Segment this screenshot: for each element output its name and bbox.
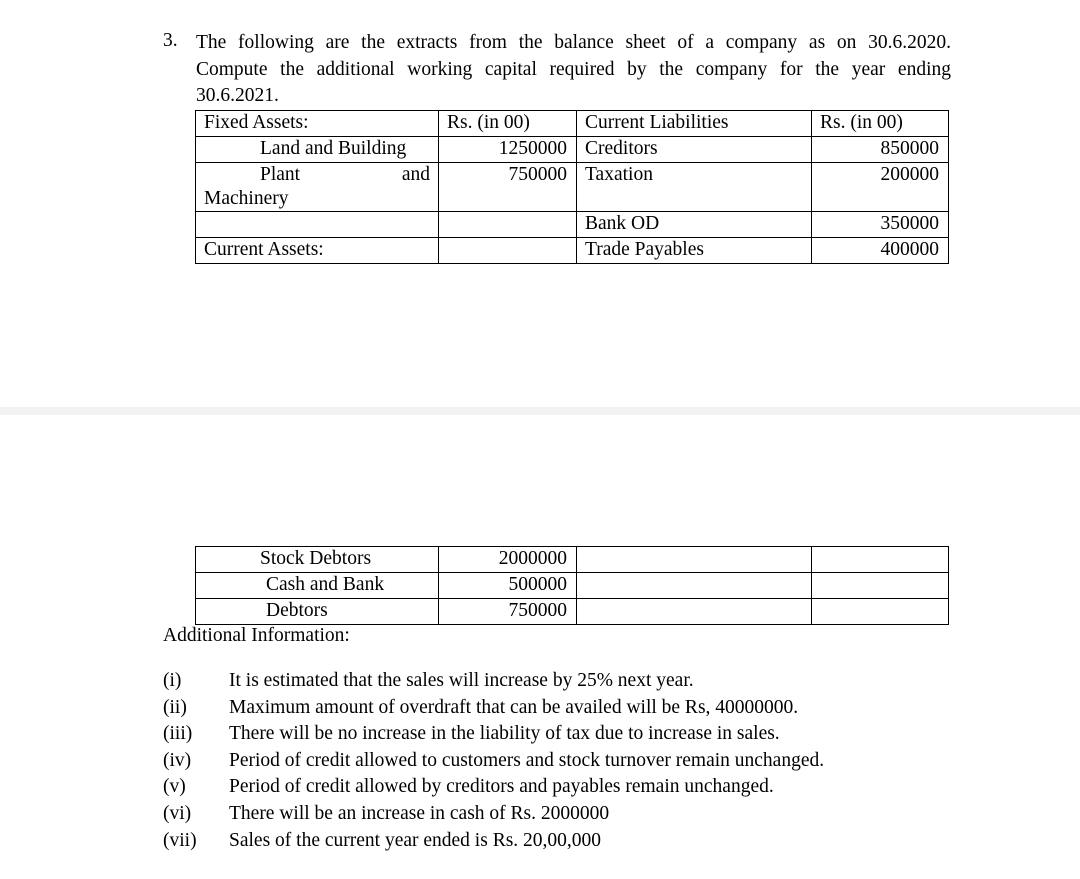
item-text: There will be an increase in cash of Rs. 2000000 (229, 802, 610, 824)
table-row (196, 137, 949, 163)
question-line: Compute the additional working capital required by the company for the year ending (196, 58, 951, 80)
asset-label-part: Machinery (204, 188, 289, 209)
asset-cell (196, 212, 439, 238)
liability-label: Trade Payables (577, 238, 812, 264)
liability-label: Bank OD (577, 212, 812, 238)
list-item (163, 721, 824, 748)
asset-amount: 2000000 (439, 547, 577, 573)
additional-info-heading: Additional Information: (163, 625, 350, 646)
question-text (196, 30, 951, 110)
asset-label: Stock Debtors (260, 548, 372, 569)
asset-label: Land and Building (260, 138, 407, 159)
item-number: (v) (163, 776, 186, 798)
table-row (196, 573, 949, 599)
table-row (196, 599, 949, 625)
liability-amount (812, 599, 949, 625)
table-row (196, 212, 949, 238)
asset-amount (439, 238, 577, 264)
item-number: (vi) (163, 802, 192, 824)
balance-sheet-continued-table (195, 546, 949, 625)
asset-label: Cash and Bank (266, 574, 385, 595)
item-number: (iii) (163, 723, 193, 745)
item-text: Period of credit allowed to customers and stock turnover remain unchanged. (229, 749, 825, 771)
liability-label: Taxation (577, 163, 812, 212)
asset-label-part: and (401, 164, 430, 185)
item-number: (iv) (163, 749, 192, 771)
list-item (163, 695, 824, 722)
table-row (196, 547, 949, 573)
asset-cell (196, 547, 439, 573)
liability-amount (812, 547, 949, 573)
item-text: Sales of the current year ended is Rs. 20,00,000 (229, 829, 602, 851)
asset-amount: 500000 (439, 573, 577, 599)
asset-amount (439, 212, 577, 238)
liability-label (577, 547, 812, 573)
item-number: (ii) (163, 696, 187, 718)
asset-label: Debtors (266, 600, 328, 621)
conditions-list (163, 668, 824, 854)
item-text: It is estimated that the sales will increase by 25% next year. (229, 670, 694, 691)
table-header-row (196, 111, 949, 137)
item-number: (i) (163, 670, 182, 691)
item-text: There will be no increase in the liability of tax due to increase in sales. (229, 723, 780, 745)
asset-amount: 1250000 (439, 137, 577, 163)
liability-label: Creditors (577, 137, 812, 163)
table-row (196, 163, 949, 212)
asset-amount: 750000 (439, 163, 577, 212)
list-item (163, 774, 824, 801)
header-current-liabilities: Current Liabilities (577, 111, 812, 137)
liability-label (577, 573, 812, 599)
list-item (163, 801, 824, 828)
header-amount-right: Rs. (in 00) (812, 111, 949, 137)
header-amount-left: Rs. (in 00) (439, 111, 577, 137)
question-number: 3. (163, 30, 178, 51)
item-number: (vii) (163, 829, 197, 851)
item-text: Period of credit allowed by creditors and payables remain unchanged. (229, 776, 774, 798)
liability-amount: 850000 (812, 137, 949, 163)
table-row (196, 238, 949, 264)
liability-amount: 400000 (812, 238, 949, 264)
asset-cell (196, 573, 439, 599)
list-item (163, 748, 824, 775)
liability-amount: 350000 (812, 212, 949, 238)
item-text: Maximum amount of overdraft that can be availed will be Rs, 40000000. (229, 696, 799, 718)
question-line: 30.6.2021. (196, 85, 279, 106)
asset-cell (196, 137, 439, 163)
list-item (163, 668, 824, 695)
asset-amount: 750000 (439, 599, 577, 625)
asset-cell: Current Assets: (196, 238, 439, 264)
list-item (163, 828, 824, 855)
liability-amount: 200000 (812, 163, 949, 212)
liability-label (577, 599, 812, 625)
asset-cell (196, 599, 439, 625)
question-line: The following are the extracts from the balance sheet of a company as on 30.6.2020. (196, 32, 951, 53)
asset-cell (196, 163, 439, 212)
liability-amount (812, 573, 949, 599)
header-fixed-assets: Fixed Assets: (196, 111, 439, 137)
asset-label-part: Plant (260, 164, 301, 185)
page-break-divider (0, 407, 1080, 415)
balance-sheet-table (195, 110, 949, 264)
